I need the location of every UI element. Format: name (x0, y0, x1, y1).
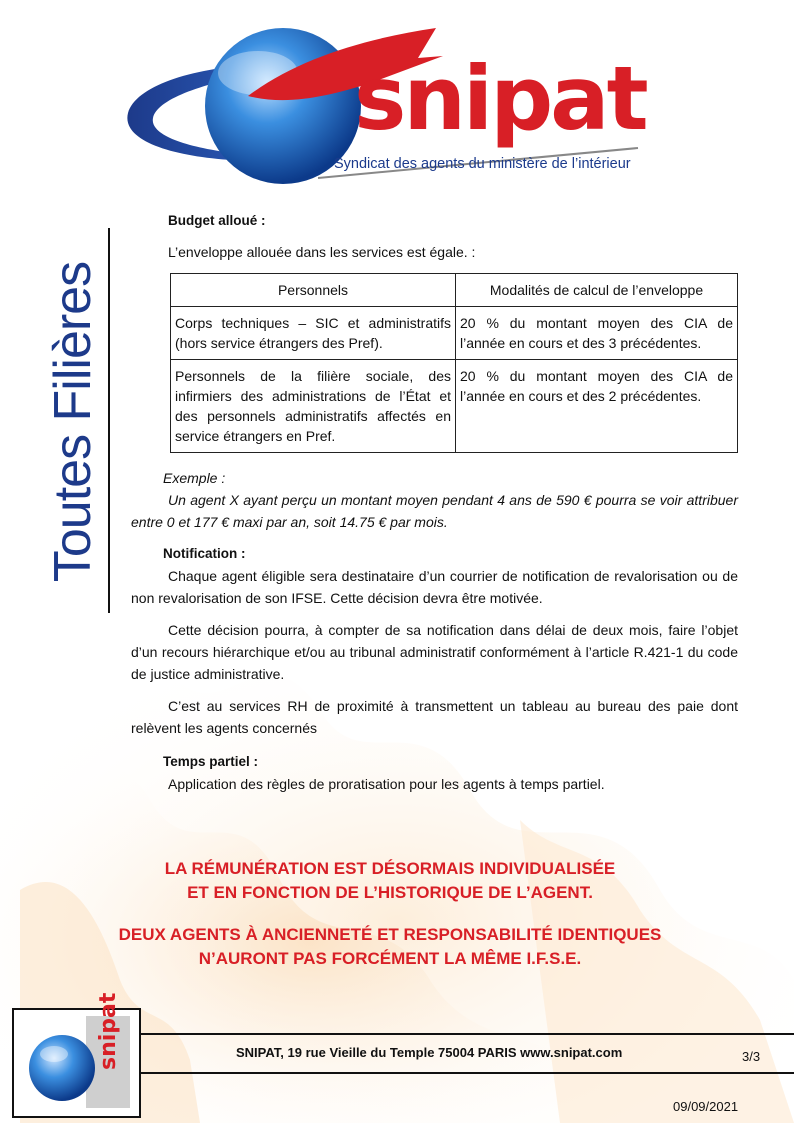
banner-line: DEUX AGENTS À ANCIENNETÉ ET RESPONSABILITÉ IDENTIQUES (118, 925, 662, 944)
exemple-heading: Exemple : (163, 470, 226, 486)
side-divider (108, 228, 110, 613)
notification-paragraph-3: C’est au services RH de proximité à transmettent un tableau au bureau des paie dont relèvent les agents concernés (131, 698, 738, 736)
footer-address: SNIPAT, 19 rue Vieille du Temple 75004 PARIS www.snipat.com (236, 1045, 623, 1060)
side-title: Toutes Filières (44, 261, 102, 583)
table-cell-modalites: 20 % du montant moyen des CIA de l’année en cours et des 3 précédentes. (456, 307, 738, 360)
table-header-modalites: Modalités de calcul de l’enveloppe (456, 274, 738, 307)
notification-paragraph-2: Cette décision pourra, à compter de sa notification dans délai de deux mois, faire l’objet d’un recours hiérarchique et/ou au tribunal administratif conformément à l’article R.421-1 du code de justice administrative. (131, 622, 738, 682)
banner-deux-agents (100, 923, 680, 971)
main-content (131, 210, 738, 795)
banner-line: N’AURONT PAS FORCÉMENT LA MÊME I.F.S.E. (198, 949, 582, 968)
brand-subtitle: Syndicat des agents du ministère de l’intérieur (334, 156, 631, 172)
budget-intro: L’enveloppe allouée dans les services est égale. : (168, 244, 476, 260)
notification-heading: Notification : (163, 546, 246, 561)
table-cell-personnels: Corps techniques – SIC et administratifs (hors service étrangers des Pref). (171, 307, 456, 360)
table-header-personnels: Personnels (171, 274, 456, 307)
footer-date: 09/09/2021 (673, 1099, 739, 1114)
brand-logo-text: snipat (354, 47, 646, 150)
table-row (171, 307, 738, 360)
banner-individualisee (100, 857, 680, 905)
banner-line: ET EN FONCTION DE L’HISTORIQUE DE L’AGENT. (187, 883, 593, 902)
table-cell-personnels: Personnels de la filière sociale, des infirmiers des administrations de l’État et des personnels administratifs affectés en service étrangers en Pref. (171, 360, 456, 453)
footer-rule (138, 1072, 794, 1074)
footer-logo (12, 1008, 141, 1118)
footer-rule (138, 1033, 794, 1035)
budget-table (170, 273, 738, 453)
temps-partiel-heading: Temps partiel : (163, 754, 259, 769)
banner-line: LA RÉMUNÉRATION EST DÉSORMAIS INDIVIDUALISÉE (164, 859, 616, 878)
page-number: 3/3 (742, 1049, 761, 1064)
temps-partiel-text: Application des règles de proratisation pour les agents à temps partiel. (168, 776, 605, 792)
table-row (171, 360, 738, 453)
exemple-text: Un agent X ayant perçu un montant moyen pendant 4 ans de 590 € pourra se voir attribuer entre 0 et 177 € maxi par an, soit 14.75 € par mois. (131, 492, 738, 530)
budget-heading: Budget alloué : (168, 213, 266, 228)
table-header-row (171, 274, 738, 307)
table-cell-modalites: 20 % du montant moyen des CIA de l’année en cours et des 2 précédentes. (456, 360, 738, 453)
side-title-container (40, 232, 106, 612)
notification-paragraph-1: Chaque agent éligible sera destinataire d’un courrier de notification de revalorisation ou de non revalorisation de son IFSE. Cette décision devra être motivée. (131, 568, 738, 606)
